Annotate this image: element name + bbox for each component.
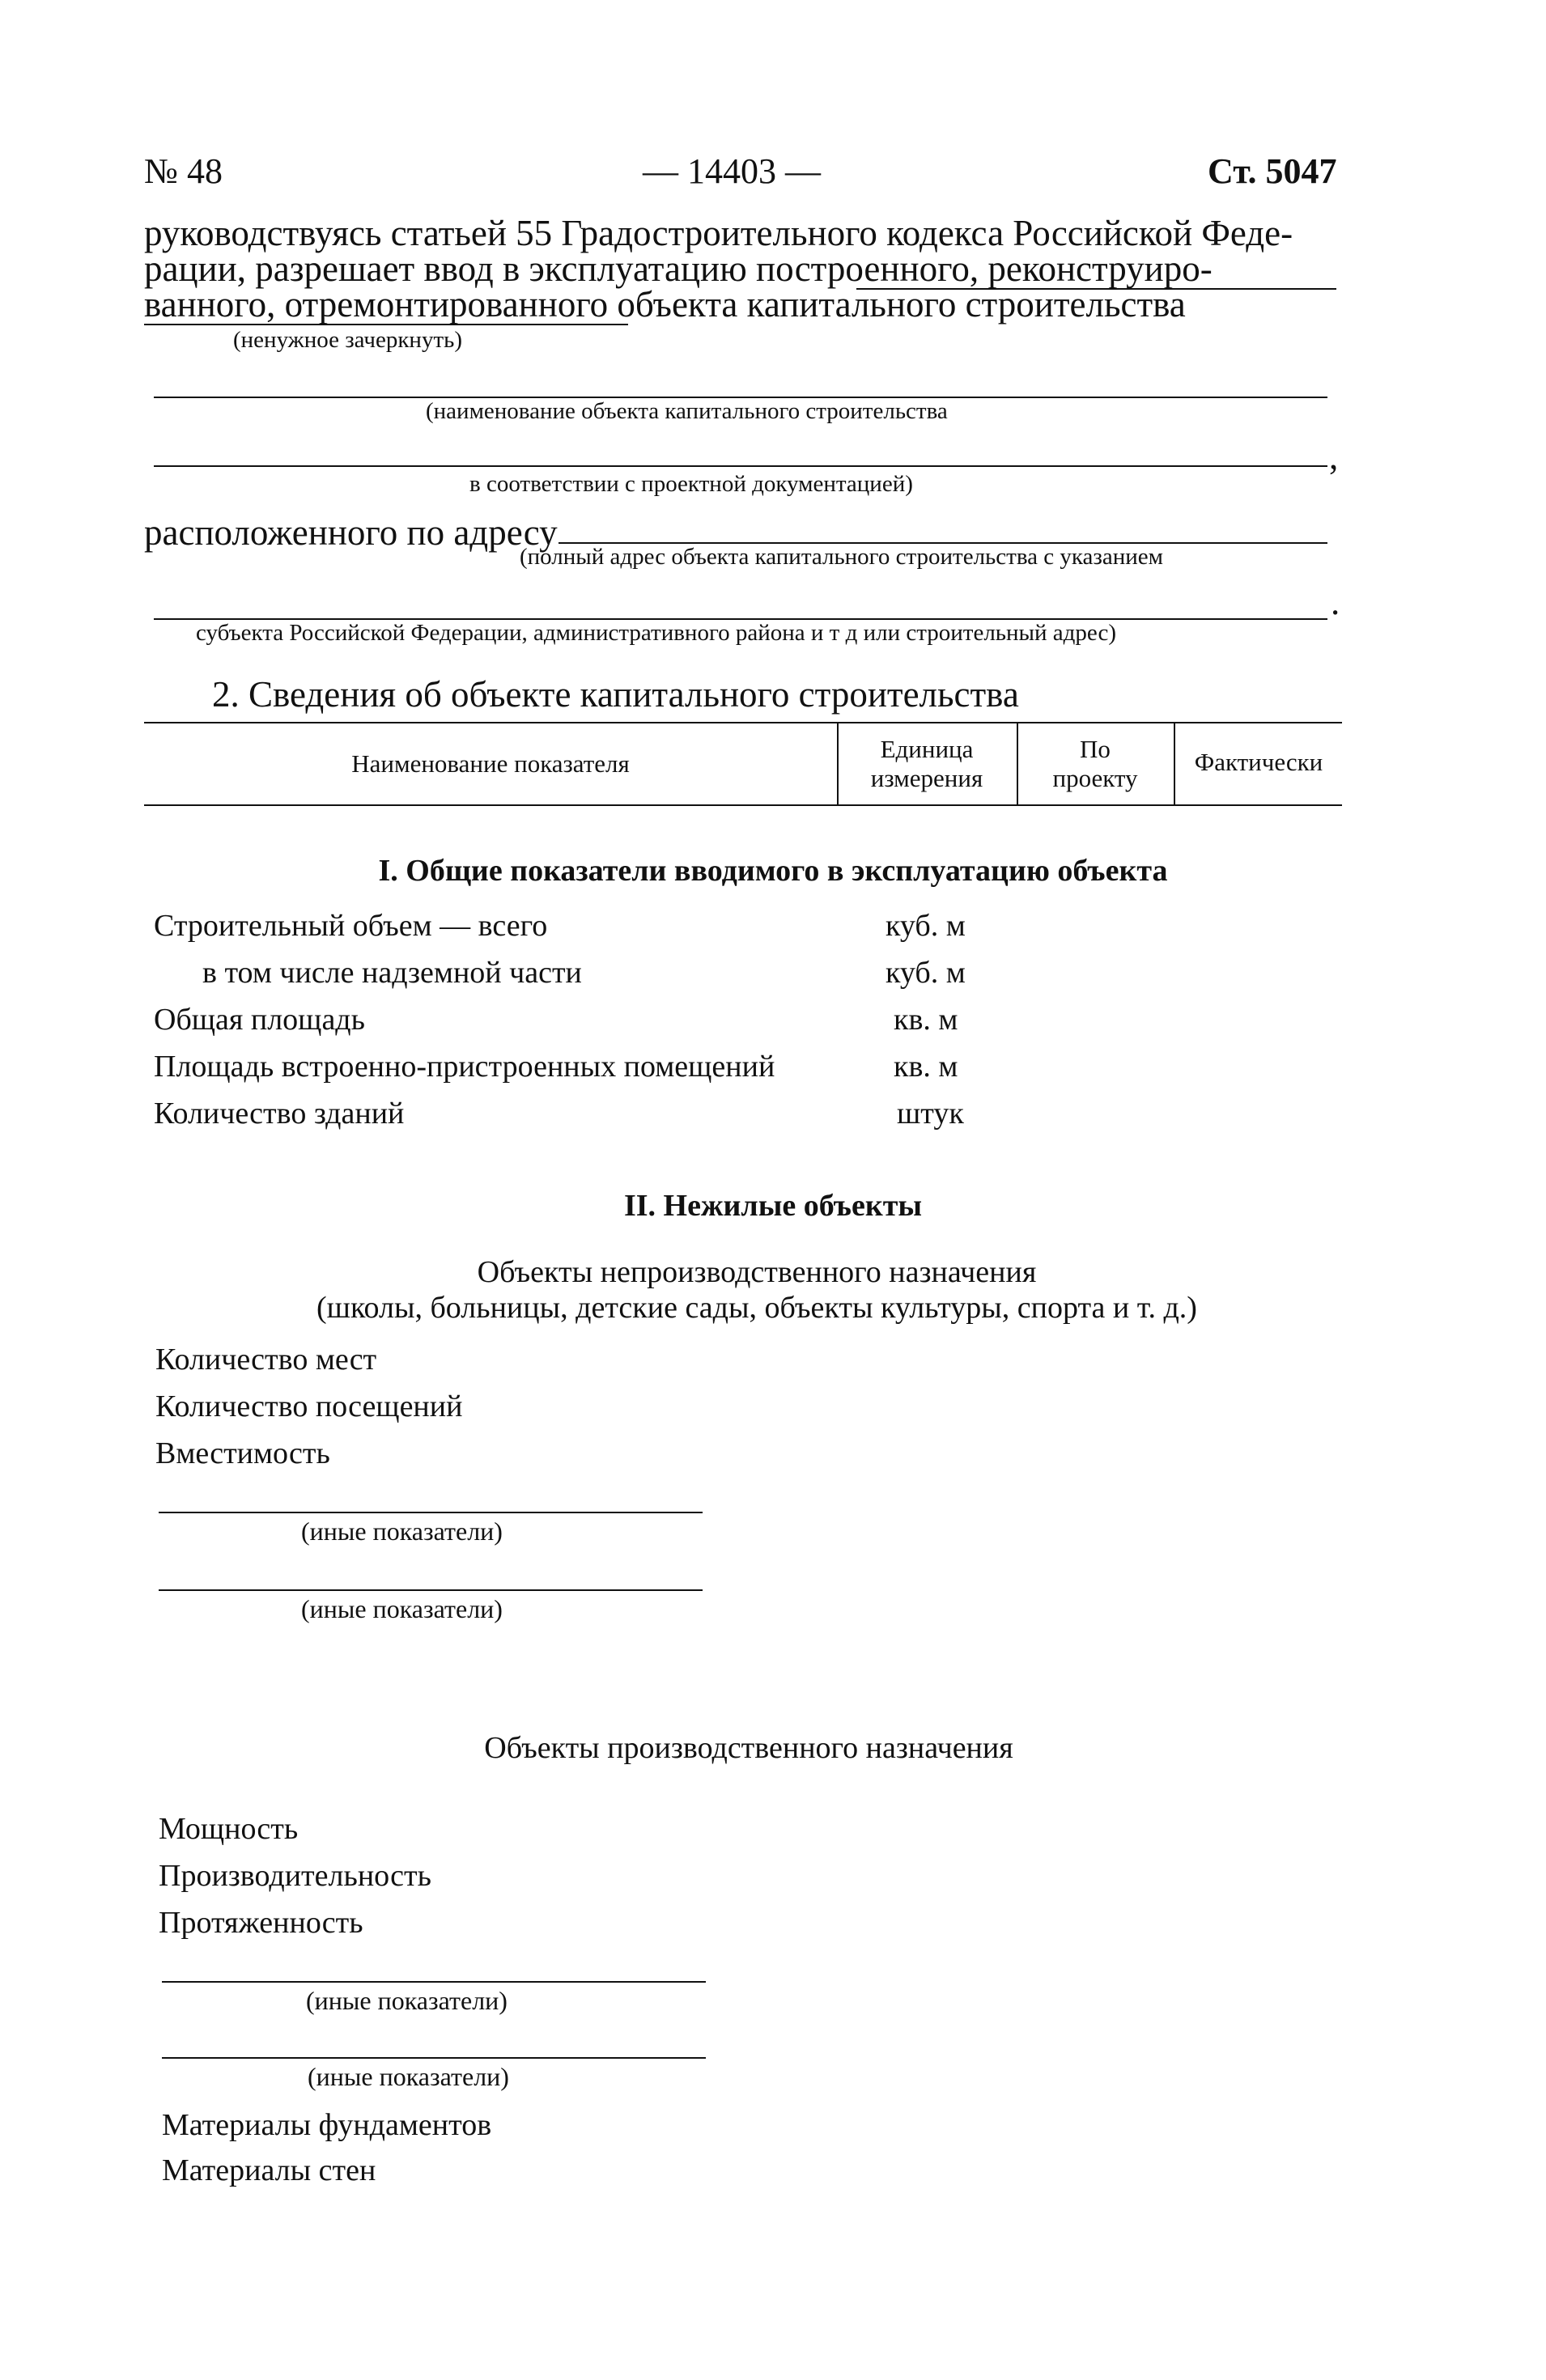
other-indicator-caption: (иные показатели)	[308, 2062, 509, 2091]
col-header-unit-line2: измерения	[870, 764, 983, 792]
col-header-project-line2: проекту	[1052, 764, 1138, 792]
row-label: Количество зданий	[154, 1097, 405, 1131]
row-unit: кв. м	[894, 1050, 958, 1084]
list-item: Количество мест	[155, 1343, 377, 1377]
address-period: .	[1331, 582, 1340, 622]
intro-line-3: ванного, отремонтированного объекта капитального строительства	[144, 284, 1186, 325]
col-header-name: Наименование показателя	[351, 749, 630, 778]
other-indicator-field[interactable]	[159, 1512, 703, 1513]
intro-line-1: руководствуясь статьей 55 Градостроительного кодекса Российской Феде-	[144, 213, 1293, 253]
nonprod-subtitle: (школы, больницы, детские сады, объекты культуры, спорта и т. д.)	[316, 1291, 1197, 1325]
section-2-nonres-title: II. Нежилые объекты	[623, 1189, 923, 1223]
list-item: Мощность	[159, 1812, 299, 1846]
list-item: Количество посещений	[155, 1389, 463, 1423]
row-label: в том числе надземной части	[202, 956, 582, 990]
section-2-title: 2. Сведения об объекте капитального строительства	[212, 674, 1019, 715]
list-item: Материалы стен	[162, 2153, 376, 2187]
object-docs-field[interactable]	[154, 465, 1327, 467]
strike-note: (ненужное зачеркнуть)	[233, 327, 463, 353]
col-header-project-line1: По	[1080, 735, 1111, 763]
row-label: Площадь встроенно-пристроенных помещений	[154, 1050, 775, 1084]
col-header-unit-line1: Единица	[880, 735, 974, 763]
list-item: Протяженность	[159, 1906, 363, 1940]
article-number: Ст. 5047	[1208, 151, 1337, 191]
other-indicator-field[interactable]	[162, 2057, 706, 2059]
list-item: Вместимость	[155, 1436, 330, 1470]
table-bottom-rule	[144, 804, 1342, 806]
object-docs-caption: в соответствии с проектной документацией)	[469, 471, 913, 497]
row-label: Общая площадь	[154, 1003, 365, 1037]
object-name-comma: ,	[1329, 436, 1339, 477]
strike-underline-1	[856, 288, 1336, 290]
row-unit: куб. м	[886, 956, 966, 990]
list-item: Производительность	[159, 1859, 431, 1893]
other-indicator-field[interactable]	[162, 1981, 706, 1983]
row-unit: куб. м	[886, 909, 966, 943]
subject-caption: субъекта Российской Федерации, административного района и т д или строительный адрес)	[196, 620, 1117, 646]
object-name-caption: (наименование объекта капитального строительства	[426, 398, 948, 424]
nonprod-title: Объекты непроизводственного назначения	[477, 1255, 1037, 1289]
col-header-actual: Фактически	[1194, 748, 1323, 776]
other-indicator-caption: (иные показатели)	[301, 1517, 503, 1546]
page-number: — 14403 —	[643, 151, 821, 191]
table-top-rule	[144, 722, 1342, 723]
other-indicator-field[interactable]	[159, 1589, 703, 1591]
list-item: Материалы фундаментов	[162, 2108, 492, 2142]
prod-title: Объекты производственного назначения	[484, 1731, 1013, 1765]
address-caption: (полный адрес объекта капитального строительства с указанием	[520, 544, 1163, 570]
other-indicator-caption: (иные показатели)	[301, 1594, 503, 1623]
row-unit: кв. м	[894, 1003, 958, 1037]
issue-number: № 48	[144, 151, 223, 191]
row-unit: штук	[897, 1097, 964, 1131]
address-label: расположенного по адресу	[144, 512, 558, 553]
intro-line-2: рации, разрешает ввод в эксплуатацию построенного, реконструиро-	[144, 248, 1213, 289]
section-1-title: I. Общие показатели вводимого в эксплуатацию объекта	[378, 854, 1168, 888]
other-indicator-caption: (иные показатели)	[306, 1986, 508, 2015]
row-label: Строительный объем — всего	[154, 909, 548, 943]
strike-underline-2	[144, 324, 628, 325]
